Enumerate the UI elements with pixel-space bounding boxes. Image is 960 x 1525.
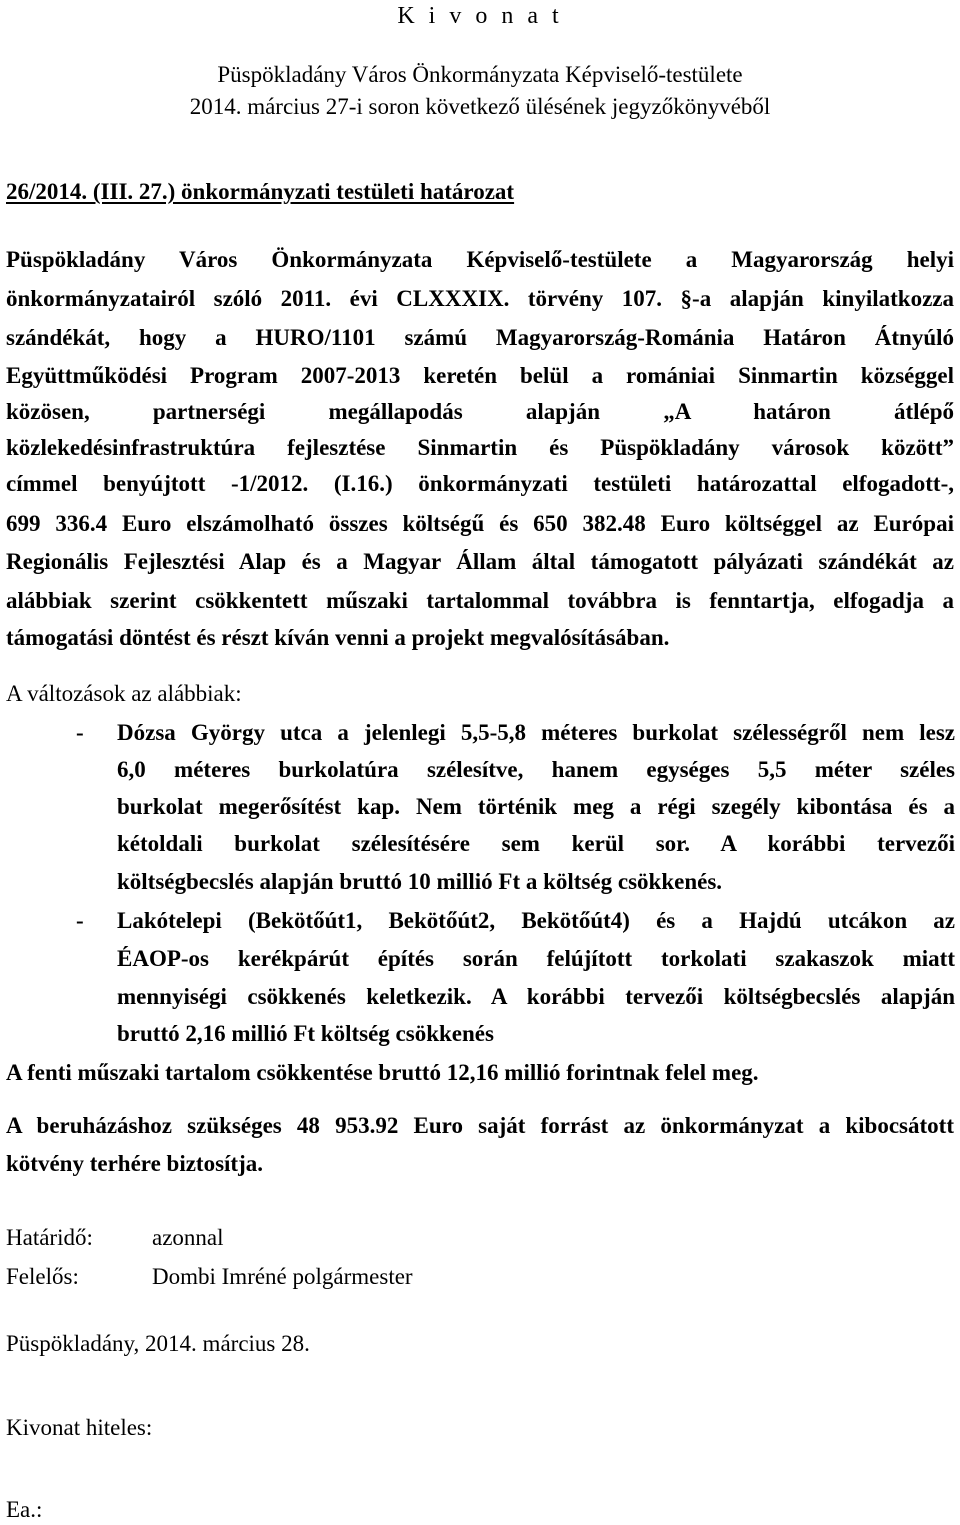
paragraph-line: közlekedésinfrastruktúra fejlesztése Sinmartin és Püspökladány városok között” (6, 435, 954, 460)
council-name: Püspökladány Város Önkormányzata Képviselő-testülete (217, 62, 743, 87)
document-heading: K i v o n a t (397, 3, 563, 29)
paragraph-line: kötvény terhére biztosítja. (6, 1151, 263, 1176)
paragraph-line: Együttműködési Program 2007-2013 keretén belül a romániai Sinmartin községgel (6, 363, 954, 388)
place-date: Püspökladány, 2014. március 28. (6, 1331, 310, 1356)
ea-label: Ea.: (6, 1497, 43, 1522)
responsible-label: Felelős: (6, 1264, 79, 1289)
bullet-marker: - (76, 720, 84, 745)
meeting-minutes-source: 2014. március 27-i soron következő ülésének jegyzőkönyvéből (189, 94, 771, 119)
paragraph-line: önkormányzatairól szóló 2011. évi CLXXXIX. törvény 107. §-a alapján kinyilatkozza (6, 286, 954, 311)
bullet-line: bruttó 2,16 millió Ft költség csökkenés (117, 1021, 494, 1046)
bullet-line: 6,0 méteres burkolatúra szélesítve, hanem egységes 5,5 méter széles (117, 757, 955, 782)
paragraph-line: alábbiak szerint csökkentett műszaki tartalommal továbbra is fenntartja, elfogadja a (6, 588, 954, 613)
authentic-label: Kivonat hiteles: (6, 1415, 153, 1440)
paragraph-line: Regionális Fejlesztési Alap és a Magyar Állam által támogatott pályázati szándékát az (6, 549, 954, 574)
paragraph-line: támogatási döntést és részt kíván venni a projekt megvalósításában. (6, 625, 670, 650)
paragraph-line: A beruházáshoz szükséges 48 953.92 Euro saját forrást az önkormányzat a kibocsátott (6, 1113, 954, 1138)
bullet-line: Lakótelepi (Bekötőút1, Bekötőút2, Bekötőút4) és a Hajdú utcákon az (117, 908, 955, 933)
bullet-line: Dózsa György utca a jelenlegi 5,5-5,8 méteres burkolat szélességről nem lesz (117, 720, 955, 745)
paragraph-line: közösen, partnerségi megállapodás alapján „A határon átlépő (6, 399, 954, 424)
resolution-title: 26/2014. (III. 27.) önkormányzati testületi határozat (6, 179, 515, 204)
bullet-line: mennyiségi csökkenés keletkezik. A korábbi tervezői költségbecslés alapján (117, 984, 955, 1009)
bullet-line: burkolat megerősítést kap. Nem történik meg a régi szegély kibontása és a (117, 794, 955, 819)
deadline-value: azonnal (152, 1225, 224, 1250)
paragraph-line: címmel benyújtott -1/2012. (I.16.) önkormányzati testületi határozattal elfogadott-, (6, 471, 954, 496)
paragraph-line: 699 336.4 Euro elszámolható összes költségű és 650 382.48 Euro költséggel az Európai (6, 511, 954, 536)
summary-line: A fenti műszaki tartalom csökkentése bruttó 12,16 millió forintnak felel meg. (6, 1060, 759, 1085)
bullet-line: ÉAOP-os kerékpárút építés során felújított torkolati szakaszok miatt (117, 946, 955, 971)
changes-intro: A változások az alábbiak: (6, 681, 242, 706)
paragraph-line: Püspökladány Város Önkormányzata Képviselő-testülete a Magyarország helyi (6, 247, 954, 272)
deadline-label: Határidő: (6, 1225, 93, 1250)
paragraph-line: szándékát, hogy a HURO/1101 számú Magyarország-Románia Határon Átnyúló (6, 325, 954, 350)
responsible-value: Dombi Imréné polgármester (152, 1264, 413, 1289)
bullet-marker: - (76, 908, 84, 933)
bullet-line: költségbecslés alapján bruttó 10 millió Ft a költség csökkenés. (117, 869, 723, 894)
bullet-line: kétoldali burkolat szélesítésére sem kerül sor. A korábbi tervezői (117, 831, 955, 856)
